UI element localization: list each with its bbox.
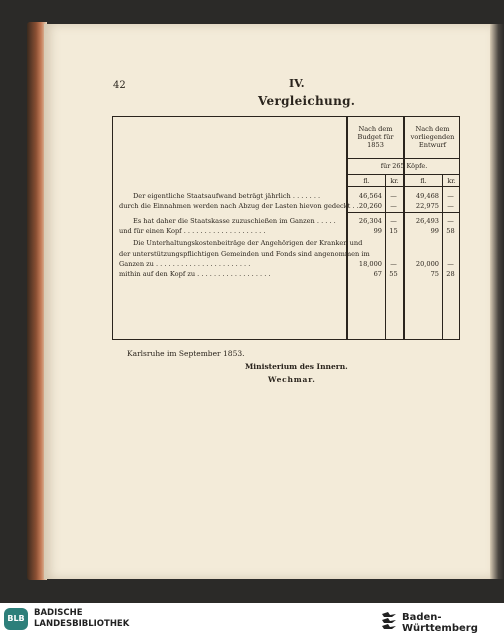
- blb-logo: BLB: [4, 608, 28, 630]
- library-name: [34, 608, 129, 630]
- row-label: Es hat daher die Staatskasse zuzuschießen im Ganzen . . . . .: [133, 217, 336, 225]
- page-fold-shadow: [490, 24, 504, 579]
- entwurf-fl: 22,975: [415, 202, 439, 210]
- header-entwurf-line3: Entwurf: [418, 141, 447, 149]
- budget-fl: 99: [373, 227, 382, 235]
- row-label: der unterstützungspflichtigen Gemeinden und Fonds sind angenommen im: [119, 250, 370, 258]
- header-entwurf: [405, 125, 460, 149]
- row-label: mithin auf den Kopf zu . . . . . . . . . . . . . . . . . .: [119, 270, 271, 278]
- page-number: 42: [113, 80, 126, 91]
- budget-fl: 18,000: [358, 260, 382, 268]
- row-label: Ganzen zu . . . . . . . . . . . . . . . . . . . . . . .: [119, 260, 251, 268]
- entwurf-fl: 99: [430, 227, 439, 235]
- subheader-heads: für 265 Köpfe.: [380, 162, 428, 170]
- budget-fl: 46,564: [358, 192, 382, 200]
- entwurf-kr: 28: [446, 270, 455, 278]
- budget-kr: 15: [389, 227, 398, 235]
- page-title: Vergleichung.: [258, 94, 356, 108]
- budget-fl: 26,304: [358, 217, 382, 225]
- header-entwurf-line1: Nach dem: [415, 125, 450, 133]
- header-budget-line1: Nach dem: [358, 125, 393, 133]
- entwurf-kr: —: [447, 217, 454, 225]
- unit-fl: fl.: [420, 177, 427, 185]
- state-name: Baden-Württemberg: [402, 612, 478, 634]
- unit-kr: kr.: [447, 177, 456, 185]
- table-divider: [346, 186, 460, 187]
- table-divider: [346, 174, 460, 175]
- entwurf-kr: 58: [446, 227, 455, 235]
- budget-kr: —: [390, 202, 397, 210]
- unit-fl: fl.: [363, 177, 370, 185]
- row-label: Der eigentliche Staatsaufwand beträgt jährlich . . . . . . .: [133, 192, 321, 200]
- header-entwurf-line2: vorliegenden: [410, 133, 455, 141]
- entwurf-fl: 49,468: [415, 192, 439, 200]
- budget-kr: —: [390, 260, 397, 268]
- budget-kr: —: [390, 217, 397, 225]
- entwurf-fl: 75: [430, 270, 439, 278]
- header-budget-line3: 1853: [367, 141, 384, 149]
- entwurf-kr: —: [447, 192, 454, 200]
- header-budget-line2: Budget für: [357, 133, 394, 141]
- row-label: und für einen Kopf . . . . . . . . . . . . . . . . . . . .: [119, 227, 266, 235]
- place-date: Karlsruhe im September 1853.: [127, 349, 245, 358]
- budget-kr: —: [390, 192, 397, 200]
- entwurf-fl: 20,000: [415, 260, 439, 268]
- budget-fl: 67: [373, 270, 382, 278]
- header-budget: [348, 125, 403, 149]
- table-divider: [346, 158, 460, 159]
- row-label: Die Unterhaltungskostenbeiträge der Angehörigen der Kranken und: [133, 239, 363, 247]
- lions-coat-of-arms-icon: [380, 609, 398, 629]
- signature-name: Wechmar.: [268, 375, 316, 384]
- entwurf-kr: —: [447, 260, 454, 268]
- library-name-line2: LANDESBIBLIOTHEK: [34, 619, 130, 629]
- unit-kr: kr.: [390, 177, 399, 185]
- budget-fl: 20,260: [358, 202, 382, 210]
- section-number: IV.: [289, 77, 305, 90]
- budget-kr: 55: [389, 270, 398, 278]
- entwurf-kr: —: [447, 202, 454, 210]
- row-label: durch die Einnahmen werden nach Abzug der Lasten hievon gedeckt . .: [119, 202, 359, 210]
- sum-rule: [346, 212, 460, 213]
- ministry-name: Ministerium des Innern.: [245, 362, 348, 371]
- library-name-line1: BADISCHE: [34, 608, 83, 618]
- entwurf-fl: 26,493: [415, 217, 439, 225]
